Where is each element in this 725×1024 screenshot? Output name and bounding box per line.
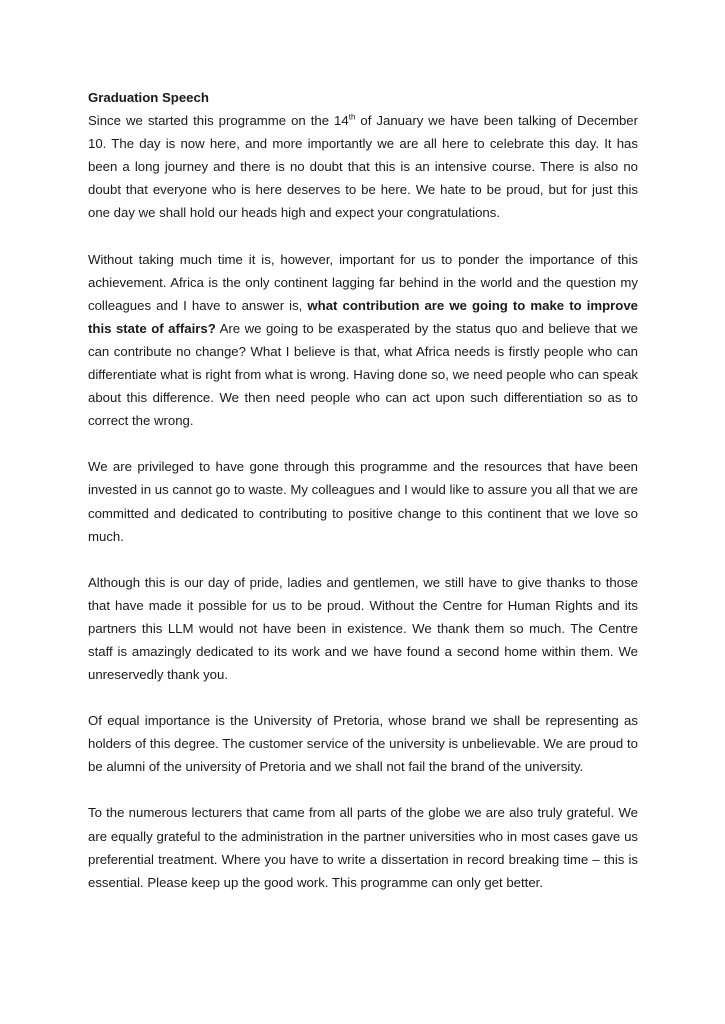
paragraph-1: [88, 109, 638, 224]
paragraph-4: Although this is our day of pride, ladies and gentlemen, we still have to give thanks to those that have made it possible for us to be proud. Without the Centre for Human Rights and its partners this LLM would not have been in existence. We thank them so much. The Centre staff is amazingly dedicated to its work and we have found a second home within them. We unreservedly thank you.: [88, 574, 638, 683]
paragraph-1-text-a: Since we started this programme on the 14: [88, 113, 349, 129]
paragraph-6: To the numerous lecturers that came from all parts of the globe we are also truly grateful. We are equally grateful to the administration in the partner universities who in most cases gave us preferential treatment. Where you have to write a dissertation in record breaking time – this is essential. Please keep up the good work. This programme can only get better.: [88, 805, 638, 890]
paragraph-5: Of equal importance is the University of Pretoria, whose brand we shall be representing as holders of this degree. The customer service of the university is unbelievable. We are proud to be alumni of the university of Pretoria and we shall not fail the brand of the university.: [88, 713, 638, 775]
paragraph-2: [88, 248, 638, 433]
paragraph-2-text-a: Without taking much time it is, however, important for us to ponder the importance of this achievement. Africa is the only continent lagging far behind in the world and the question my colleagues and I have to answer is,: [88, 251, 638, 313]
ordinal-suffix: th: [348, 112, 356, 122]
paragraph-1-text-b: of January we have been talking of December 10. The day is now here, and more importantly we are all here to celebrate this day. It has been a long journey and there is no doubt that this is an intensive course. There is also no doubt that everyone who is here deserves to be here. We hate to be proud, but for just this one day we shall hold our heads high and expect your congratulations.: [88, 113, 638, 221]
document-page: [88, 86, 638, 917]
paragraph-3: We are privileged to have gone through this programme and the resources that have been invested in us cannot go to waste. My colleagues and I would like to assure you all that we are committed and dedicated to contributing to positive change to this continent that we love so much.: [88, 459, 638, 544]
document-title: Graduation Speech: [88, 90, 209, 105]
paragraph-2-text-b: Are we going to be exasperated by the status quo and believe that we can contribute no change? What I believe is that, what Africa needs is firstly people who can differentiate what is right from what is wrong. Having done so, we need people who can speak about this difference. We then need people who can act upon such differentiation so as to correct the wrong.: [88, 320, 639, 429]
paragraph-2-bold-question: what contribution are we going to make to improve this state of affairs?: [88, 297, 638, 336]
